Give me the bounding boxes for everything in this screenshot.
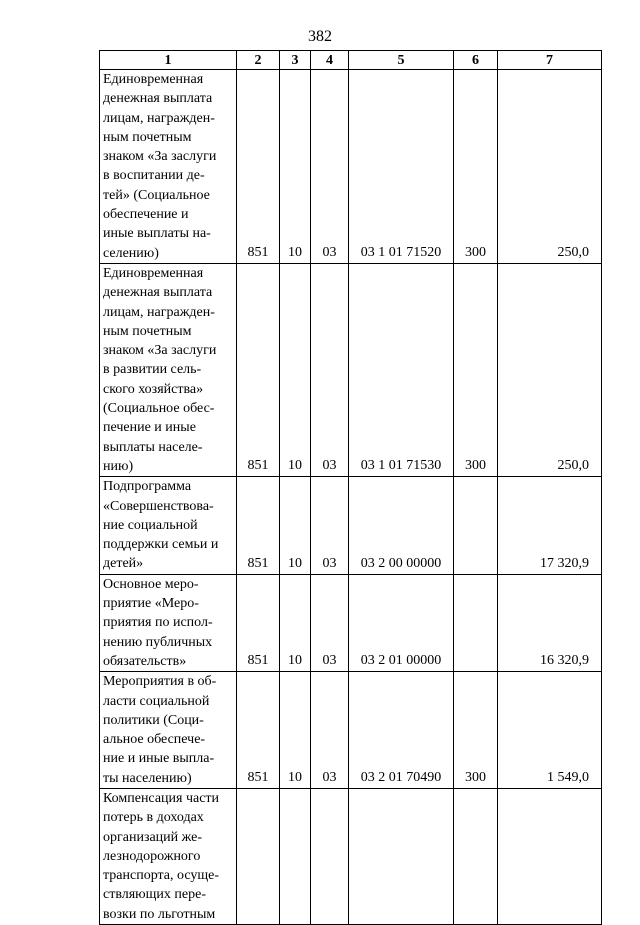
expense-type-cell	[454, 477, 498, 574]
ministry-code-cell: 851	[237, 574, 280, 671]
expense-name-line: Компенсация части	[103, 790, 220, 806]
expense-type-cell: 300	[454, 263, 498, 476]
expense-name-line: денежная выплата	[103, 91, 213, 107]
expense-name-line: приятие «Меро-	[103, 596, 199, 612]
expense-name-line: альное обеспече-	[103, 732, 206, 748]
subsection-code-cell: 03	[311, 263, 349, 476]
expense-name-line: организаций же-	[103, 829, 203, 845]
expense-type-cell	[454, 574, 498, 671]
expense-name-line: Единовременная	[103, 265, 204, 281]
ministry-code-cell: 851	[237, 263, 280, 476]
table-row	[100, 70, 602, 264]
expense-name-line: денежная выплата	[103, 285, 213, 301]
expense-name-line: приятия по испол-	[103, 615, 213, 631]
page-number: 382	[308, 28, 332, 45]
target-article-cell: 03 2 00 00000	[349, 477, 454, 574]
expense-name-line: Мероприятия в об-	[103, 674, 217, 690]
section-code-cell: 10	[280, 672, 311, 789]
target-article-cell: 03 2 01 00000	[349, 574, 454, 671]
expense-name-line: «Совершенствова-	[103, 498, 214, 514]
target-article-cell: 03 2 01 70490	[349, 672, 454, 789]
ministry-code-cell: 851	[237, 477, 280, 574]
expense-name-line: знаком «За заслуги	[103, 343, 217, 359]
column-header: 7	[498, 51, 602, 70]
expense-type-cell: 300	[454, 70, 498, 264]
table-row	[100, 477, 602, 574]
expense-name-line: Подпрограмма	[103, 479, 192, 495]
expense-name-line: печение и иные	[103, 420, 196, 436]
expense-name-line: ласти социальной	[103, 693, 210, 709]
expense-name-line: выплаты населе-	[103, 439, 203, 455]
expense-name-line: политики (Соци-	[103, 712, 204, 728]
table-row	[100, 574, 602, 671]
ministry-code-cell	[237, 788, 280, 924]
expense-name-cell	[100, 70, 237, 264]
expense-name-line: лицам, награжден-	[103, 110, 215, 126]
expense-name-line: лезнодорожного	[103, 848, 201, 864]
table-row	[100, 788, 602, 924]
expense-name-line: транспорта, осуще-	[103, 868, 220, 884]
column-header: 6	[454, 51, 498, 70]
subsection-code-cell: 03	[311, 477, 349, 574]
expense-name-cell	[100, 672, 237, 789]
column-header: 4	[311, 51, 349, 70]
expense-name-line: потерь в доходах	[103, 810, 204, 826]
expense-type-cell: 300	[454, 672, 498, 789]
expense-name-line: ным почетным	[103, 129, 192, 145]
expense-name-line: поддержки семьи и	[103, 537, 219, 553]
ministry-code-cell: 851	[237, 672, 280, 789]
amount-cell: 250,0	[498, 70, 602, 264]
expense-name-line: возки по льготным	[103, 906, 216, 922]
expense-name-cell	[100, 788, 237, 924]
expense-name-line: селению)	[103, 245, 159, 261]
budget-table	[99, 50, 602, 925]
expense-name-line: ние и иные выпла-	[103, 751, 215, 767]
subsection-code-cell: 03	[311, 672, 349, 789]
amount-cell: 16 320,9	[498, 574, 602, 671]
expense-name-line: детей»	[103, 556, 144, 572]
table-row	[100, 263, 602, 476]
expense-name-line: Основное меро-	[103, 576, 199, 592]
expense-name-line: нению публичных	[103, 634, 213, 650]
section-code-cell: 10	[280, 574, 311, 671]
target-article-cell: 03 1 01 71530	[349, 263, 454, 476]
amount-cell: 1 549,0	[498, 672, 602, 789]
section-code-cell: 10	[280, 477, 311, 574]
section-code-cell	[280, 788, 311, 924]
expense-name-cell	[100, 263, 237, 476]
target-article-cell: 03 1 01 71520	[349, 70, 454, 264]
ministry-code-cell: 851	[237, 70, 280, 264]
expense-name-cell	[100, 477, 237, 574]
subsection-code-cell	[311, 788, 349, 924]
expense-name-line: ным почетным	[103, 323, 192, 339]
expense-name-line: (Социальное обес-	[103, 401, 215, 417]
column-header: 5	[349, 51, 454, 70]
section-code-cell: 10	[280, 70, 311, 264]
expense-name-cell	[100, 574, 237, 671]
target-article-cell	[349, 788, 454, 924]
expense-name-line: Единовременная	[103, 72, 204, 87]
expense-name-line: ствляющих пере-	[103, 887, 206, 903]
column-header: 1	[100, 51, 237, 70]
subsection-code-cell: 03	[311, 70, 349, 264]
expense-name-line: знаком «За заслуги	[103, 149, 217, 165]
expense-name-line: ты населению)	[103, 770, 192, 786]
expense-name-line: ского хозяйства»	[103, 381, 204, 397]
expense-name-line: иные выплаты на-	[103, 226, 211, 242]
amount-cell: 250,0	[498, 263, 602, 476]
column-header: 2	[237, 51, 280, 70]
amount-cell	[498, 788, 602, 924]
table-header-row	[100, 51, 602, 70]
expense-name-line: обеспечение и	[103, 207, 189, 223]
amount-cell: 17 320,9	[498, 477, 602, 574]
column-header: 3	[280, 51, 311, 70]
table-row	[100, 672, 602, 789]
expense-name-line: ние социальной	[103, 517, 198, 533]
expense-name-line: нию)	[103, 458, 134, 474]
expense-name-line: лицам, награжден-	[103, 304, 215, 320]
section-code-cell: 10	[280, 263, 311, 476]
subsection-code-cell: 03	[311, 574, 349, 671]
expense-name-line: обязательств»	[103, 653, 187, 669]
expense-name-line: тей» (Социальное	[103, 187, 210, 203]
expense-name-line: в воспитании де-	[103, 168, 205, 184]
expense-name-line: в развитии сель-	[103, 362, 202, 378]
expense-type-cell	[454, 788, 498, 924]
